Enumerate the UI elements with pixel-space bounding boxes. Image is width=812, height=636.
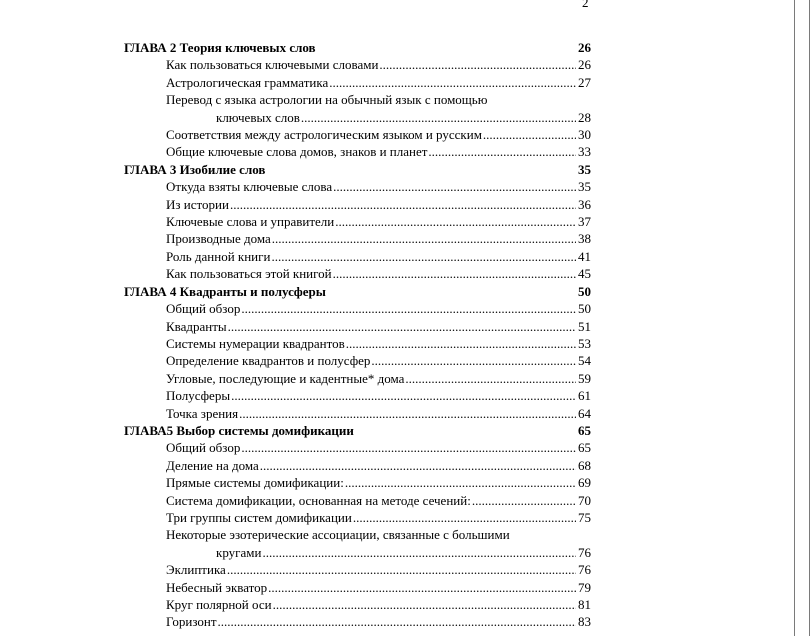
- entry-page-number: 54: [578, 353, 591, 369]
- dot-leader: [353, 509, 576, 526]
- entry-page-number: 59: [578, 370, 591, 386]
- toc-entry: [124, 126, 591, 143]
- entry-page-number: 36: [578, 196, 591, 212]
- toc-entry: [124, 596, 591, 613]
- toc-chapter-heading: [124, 39, 591, 56]
- entry-title: Астрологическая грамматика: [166, 74, 329, 90]
- dot-leader: [428, 143, 576, 160]
- toc-chapter-heading: [124, 161, 591, 178]
- dot-leader: [239, 405, 576, 422]
- entry-title: Квадранты: [166, 318, 227, 334]
- chapter-page-number: 50: [578, 283, 591, 299]
- chapter-title: ГЛАВА 2 Теория ключевых слов: [124, 40, 316, 55]
- toc-entry: [124, 439, 591, 456]
- chapter-title: ГЛАВА5 Выбор системы домификации: [124, 422, 354, 438]
- entry-page-number: 33: [578, 144, 591, 160]
- entry-page-number: 81: [578, 597, 591, 612]
- entry-page-number: 65: [578, 440, 591, 456]
- entry-title: Роль данной книги: [166, 248, 271, 264]
- entry-title: Круг полярной оси: [166, 597, 272, 612]
- toc-entry: [124, 178, 591, 195]
- entry-title: Угловые, последующие и кадентные* дома: [166, 370, 405, 386]
- dot-leader: [333, 265, 576, 282]
- toc-entry: [124, 318, 591, 335]
- toc-entry: [124, 74, 591, 91]
- scrollbar-track: [809, 0, 810, 636]
- dot-leader: [241, 300, 576, 317]
- entry-title: Определение квадрантов и полусфер: [166, 353, 371, 369]
- entry-page-number: 70: [578, 492, 591, 508]
- toc-chapter-heading: [124, 283, 591, 300]
- dot-leader: [262, 544, 576, 561]
- entry-page-number: 68: [578, 457, 591, 473]
- toc-entry: [124, 109, 591, 126]
- toc-entry: [124, 544, 591, 561]
- toc-entry: [124, 492, 591, 509]
- entry-title: Общие ключевые слова домов, знаков и планет: [166, 144, 428, 160]
- entry-title: Общий обзор: [166, 301, 241, 317]
- toc-entry: [124, 509, 591, 526]
- toc-entry: [124, 352, 591, 369]
- entry-page-number: 41: [578, 248, 591, 264]
- dot-leader: [231, 387, 576, 404]
- dot-leader: [379, 56, 576, 73]
- entry-page-number: 69: [578, 475, 591, 491]
- dot-leader: [271, 248, 576, 265]
- dot-leader: [228, 318, 576, 335]
- toc-entry: [124, 248, 591, 265]
- dot-leader: [335, 213, 576, 230]
- entry-title: Полусферы: [166, 388, 231, 404]
- entry-title: Горизонт: [166, 614, 217, 630]
- entry-title: Система домификации, основанная на методе сечений:: [166, 492, 471, 508]
- dot-leader: [345, 474, 576, 491]
- toc-entry: [124, 457, 591, 474]
- entry-page-number: 28: [578, 109, 591, 125]
- entry-page-number: 75: [578, 509, 591, 525]
- entry-page-number: 27: [578, 74, 591, 90]
- dot-leader: [260, 457, 576, 474]
- entry-title: Деление на дома: [166, 457, 259, 473]
- dot-leader: [329, 74, 576, 91]
- toc-entry: [124, 370, 591, 387]
- dot-leader: [333, 178, 576, 195]
- chapter-page-number: 35: [578, 161, 591, 177]
- entry-title: Ключевые слова и управители: [166, 214, 335, 230]
- entry-title: Производные дома: [166, 231, 271, 247]
- chapter-page-number: 26: [578, 40, 591, 55]
- entry-title: Точка зрения: [166, 405, 239, 421]
- entry-title: Как пользоваться ключевыми словами: [166, 57, 379, 73]
- toc-chapter-heading: [124, 422, 591, 439]
- dot-leader: [272, 230, 576, 247]
- entry-page-number: 38: [578, 231, 591, 247]
- entry-page-number: 37: [578, 214, 591, 230]
- toc-entry: [124, 579, 591, 596]
- entry-title: Перевод с языка астрологии на обычный язык с помощью: [166, 92, 488, 108]
- entry-title: Эклиптика: [166, 562, 226, 578]
- toc-entry: [124, 387, 591, 404]
- dot-leader: [472, 492, 576, 509]
- toc-entry: [124, 335, 591, 352]
- dot-leader: [241, 439, 576, 456]
- entry-title: Три группы систем домификации: [166, 509, 352, 525]
- entry-title: Прямые системы домификации:: [166, 475, 344, 491]
- entry-page-number: 35: [578, 179, 591, 195]
- entry-page-number: 45: [578, 266, 591, 282]
- entry-title: Из истории: [166, 196, 229, 212]
- entry-page-number: 51: [578, 318, 591, 334]
- dot-leader: [301, 109, 576, 126]
- dot-leader: [483, 126, 576, 143]
- page-number: 2: [582, 0, 589, 10]
- toc-entry: [124, 613, 591, 630]
- entry-page-number: 30: [578, 127, 591, 143]
- dot-leader: [346, 335, 576, 352]
- dot-leader: [230, 196, 576, 213]
- entry-title: Соответствия между астрологическим языком и русским: [166, 127, 482, 143]
- entry-title: Некоторые эзотерические ассоциации, связанные с большими: [166, 527, 510, 543]
- chapter-page-number: 65: [578, 422, 591, 438]
- toc-entry: [124, 196, 591, 213]
- toc-entry: [124, 230, 591, 247]
- dot-leader: [227, 561, 576, 578]
- toc-entry: [124, 56, 591, 73]
- entry-page-number: 50: [578, 301, 591, 317]
- chapter-title: ГЛАВА 4 Квадранты и полусферы: [124, 283, 326, 299]
- dot-leader: [371, 352, 576, 369]
- entry-page-number: 79: [578, 579, 591, 595]
- toc-entry-line: [124, 526, 591, 543]
- entry-page-number: 76: [578, 544, 591, 560]
- entry-title: Общий обзор: [166, 440, 241, 456]
- entry-page-number: 26: [578, 57, 591, 73]
- dot-leader: [273, 596, 576, 613]
- toc-entry: [124, 474, 591, 491]
- toc-entry: [124, 561, 591, 578]
- entry-page-number: 64: [578, 405, 591, 421]
- entry-title: кругами: [216, 544, 262, 560]
- toc-entry: [124, 143, 591, 160]
- dot-leader: [218, 613, 576, 630]
- dot-leader: [405, 370, 576, 387]
- entry-title: Небесный экватор: [166, 579, 268, 595]
- toc-entry: [124, 300, 591, 317]
- toc-entry-line: [124, 91, 591, 108]
- toc-entry: [124, 265, 591, 282]
- entry-page-number: 61: [578, 388, 591, 404]
- toc-entry: [124, 213, 591, 230]
- chapter-title: ГЛАВА 3 Изобилие слов: [124, 161, 266, 177]
- entry-page-number: 83: [578, 614, 591, 630]
- entry-page-number: 53: [578, 335, 591, 351]
- entry-title: ключевых слов: [216, 109, 300, 125]
- entry-title: Системы нумерации квадрантов: [166, 335, 345, 351]
- entry-title: Как пользоваться этой книгой: [166, 266, 332, 282]
- toc-entry: [124, 405, 591, 422]
- dot-leader: [268, 579, 576, 596]
- vertical-scrollbar[interactable]: [794, 0, 812, 636]
- table-of-contents: [124, 39, 591, 631]
- entry-page-number: 76: [578, 562, 591, 578]
- entry-title: Откуда взяты ключевые слова: [166, 179, 333, 195]
